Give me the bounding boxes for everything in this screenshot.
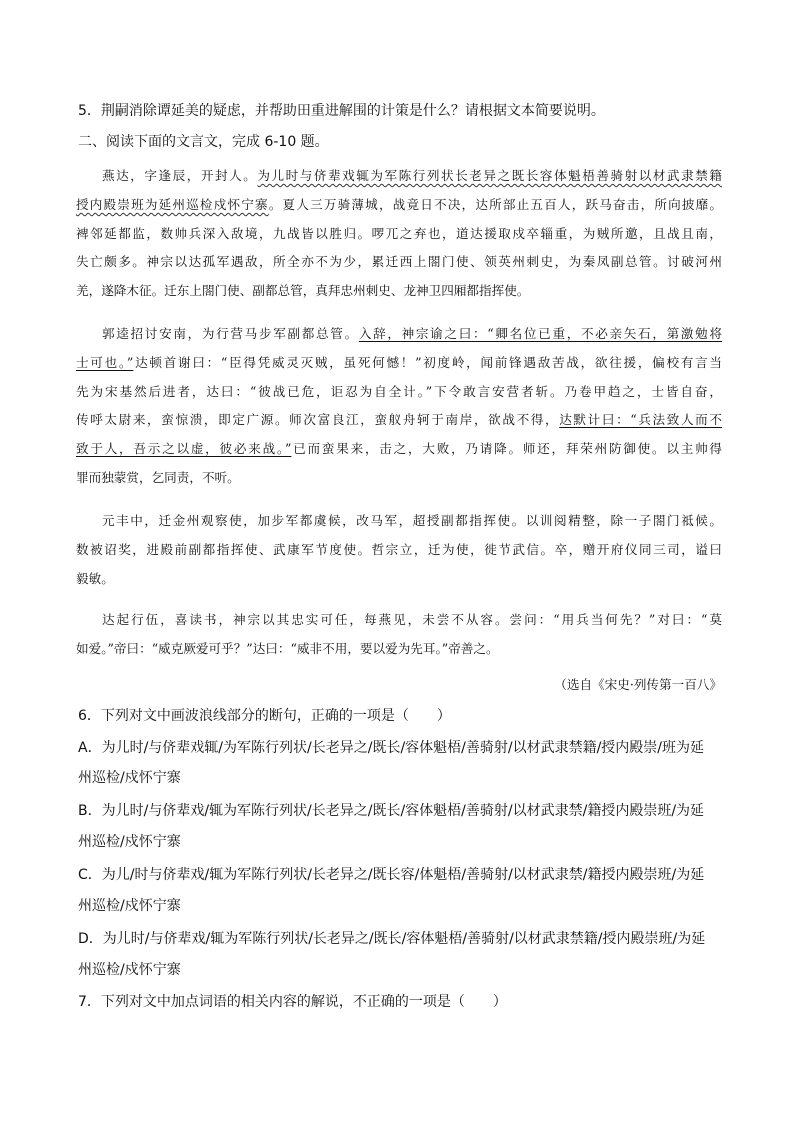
passage-line <box>76 378 722 407</box>
underlined-text: 达默计曰：“兵法致人而不 <box>559 412 722 428</box>
passage-text: 裨邻延都监，数帅兵深入敌境，九战皆以胜归。啰兀之弃也，道达援取戍卒辎重，为贼所邀，且战且南， <box>76 225 722 241</box>
option-b-line-1: B．为儿时/与侪辈戏/辄为军陈行列状/长老异之/既长/容体魁梧/善骑射/以材武隶禁/籍授内殿崇班/为延 <box>78 803 705 819</box>
option-b-line-2: 州巡检/戍怀宁寨 <box>78 834 181 850</box>
underlined-text: 入辞，神宗谕之曰：“卿名位已重，不必亲矢石，第激勉将 <box>358 326 722 341</box>
passage-line <box>76 507 722 536</box>
passage-paragraph-1 <box>76 162 722 306</box>
option-c-line-1: C．为儿/时与侪辈戏/辄为军陈行列状/长老异之/既长容/体魁梧/善骑射/以材武隶禁/籍授内殿崇班/为延 <box>78 867 705 883</box>
wavy-underlined-text: 为儿时与侪辈戏辄为军陈行列状长老异之既长容体魁梧善骑射以材武隶禁籍 <box>257 168 722 183</box>
passage-paragraph-4 <box>76 606 722 664</box>
passage-paragraph-3 <box>76 507 722 593</box>
passage-line <box>76 320 722 349</box>
passage-text: 元丰中，迁金州观察使，加步军都虞候，改马军，超授副都指挥使。以训阅精整，除一子閤门祗候。 <box>102 513 722 528</box>
passage-line <box>76 635 722 664</box>
passage-text: 燕达，字逢辰，开封人。 <box>102 168 258 183</box>
section-2-heading: 二、阅读下面的文言文，完成 6-10 题。 <box>78 134 329 150</box>
question-6-stem: 6．下列对文中画波浪线部分的断句，正确的一项是（ ） <box>78 708 451 724</box>
option-a-line-2: 州巡检/戍怀宁寨 <box>78 770 181 786</box>
passage-text: 如爱。”帝曰：“威克厥爱可乎？”达曰：“威非不用，要以爱为先耳。”帝善之。 <box>76 640 499 656</box>
underlined-text: 致于人，吾示之以虚，彼必来战。” <box>76 441 292 457</box>
passage-text: 失亡颇多。神宗以达孤军遇敌，所全亦不为少，累迁西上閤门使、领英州刺史，为秦凤副总管。讨破河州 <box>76 254 722 270</box>
passage-text: 先为宋基然后进者，达曰：“彼战已危，讵忍为自全计。”下令敢言安营者斩。乃卷甲趋之，士皆自奋， <box>76 383 722 399</box>
option-d-line-2: 州巡检/戍怀宁寨 <box>78 962 181 978</box>
passage-paragraph-2 <box>76 320 722 493</box>
passage-line <box>76 191 722 220</box>
passage-text: 毅敏。 <box>76 570 114 586</box>
passage-line <box>76 435 722 464</box>
passage-text: 。夏人三万骑薄城，战竟日不决，达所部止五百人，跃马奋击，所向披靡。 <box>268 196 722 212</box>
passage-line <box>76 536 722 565</box>
option-a-line-1: A．为儿时/与侪辈戏辄/为军陈行列状/长老异之/既长/容体魁梧/善骑射/以材武隶禁籍/授内殿崇/班为延 <box>78 740 705 756</box>
underlined-text: 士可也。” <box>76 354 134 370</box>
passage-text: 羌，遂降木征。迁东上閤门使、副都总管，真拜忠州刺史、龙神卫四厢都指挥使。 <box>76 283 530 299</box>
passage-text: 已而蛮果来，击之，大败，乃请降。师还，拜荣州防御使。以主帅得 <box>291 441 722 457</box>
passage-line <box>76 606 722 635</box>
wavy-underlined-text: 授内殿崇班为延州巡检戍怀宁寨 <box>76 196 269 212</box>
option-c-line-2: 州巡检/戍怀宁寨 <box>78 898 181 914</box>
passage-text: 达起行伍，喜读书，神宗以其忠实可任，每燕见，未尝不从容。尝问：“用兵当何先？”对曰：“莫 <box>102 612 722 627</box>
question-7-stem: 7．下列对文中加点词语的相关内容的解说，不正确的一项是（ ） <box>78 994 507 1010</box>
passage-line <box>76 277 722 306</box>
passage-line <box>76 565 722 594</box>
passage-text: 数被诏奖，进殿前副都指挥使、武康军节度使。哲宗立，迁为使，徙节武信。卒，赠开府仪同三司，谥曰 <box>76 541 722 557</box>
passage-text: 罪而独蒙赏，乞同责，不听。 <box>76 469 240 485</box>
passage-line <box>76 220 722 249</box>
passage-text: 达顿首谢曰：“臣得凭威灵灭贼，虽死何憾！”初度岭，闻前锋遇敌苦战，欲往援，偏校有言当 <box>133 354 722 370</box>
passage-text: 郭逵招讨安南，为行营马步军副都总管。 <box>102 326 359 341</box>
question-5: 5．荆嗣消除谭延美的疑虑，并帮助田重进解围的计策是什么？请根据文本简要说明。 <box>78 103 605 119</box>
option-d-line-1: D．为儿时/与侪辈戏/辄为军陈行列状/长老异之/既长/容体魁梧/善骑射/以材武隶禁籍/授内殿崇班/为延 <box>78 931 706 947</box>
passage-line <box>76 248 722 277</box>
passage-source: （选自《宋史·列传第一百八》 <box>554 677 722 692</box>
passage-line <box>76 162 722 191</box>
passage-line <box>76 349 722 378</box>
passage-line <box>76 406 722 435</box>
passage-line <box>76 464 722 493</box>
passage-text: 传呼太尉来，蛮惊溃，即定广源。师次富良江，蛮舣舟轲于南岸，欲战不得， <box>76 412 560 428</box>
